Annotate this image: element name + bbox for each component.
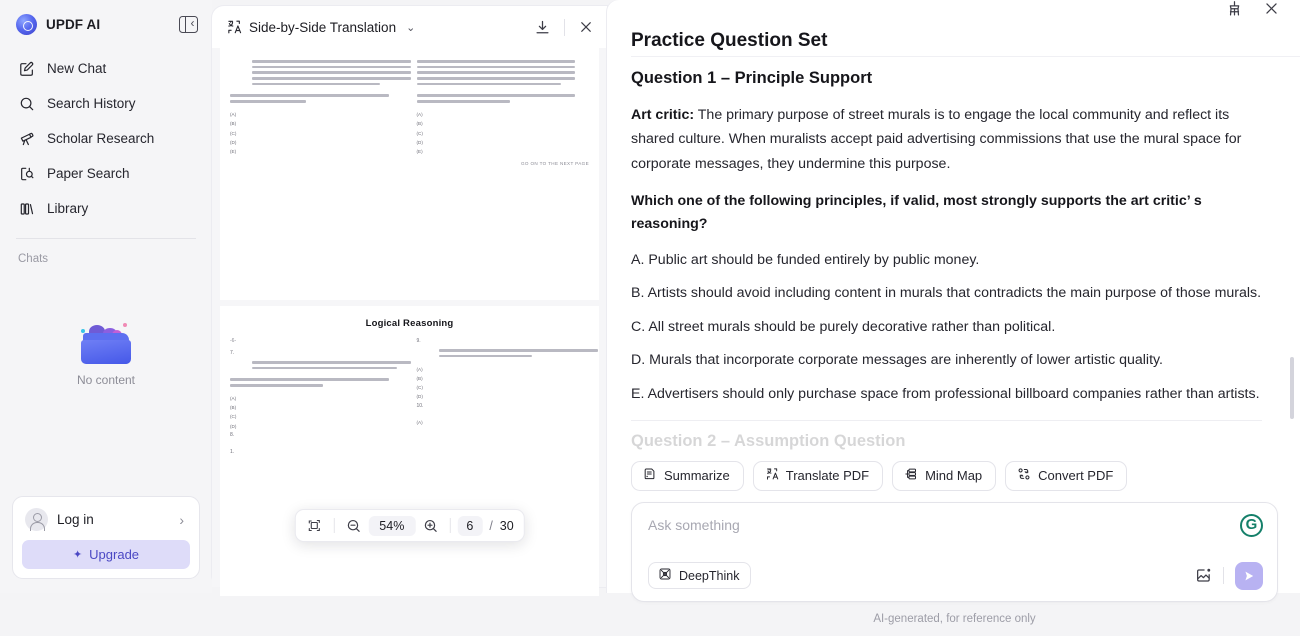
close-icon[interactable] xyxy=(578,19,594,35)
brand-title: UPDF AI xyxy=(46,17,101,32)
question-number: 1. xyxy=(230,449,235,456)
section-divider xyxy=(631,420,1262,421)
question-heading: Question 1 – Principle Support xyxy=(631,69,873,87)
summarize-label: Summarize xyxy=(664,468,730,484)
option-key: (E) xyxy=(230,148,237,154)
broom-clean-icon[interactable] xyxy=(1226,0,1243,17)
translate-icon xyxy=(765,467,779,484)
chevron-right-icon: › xyxy=(179,511,184,528)
question-number: 7. xyxy=(230,350,235,356)
deepthink-toggle[interactable] xyxy=(648,562,751,589)
ai-panel-header xyxy=(607,0,1300,17)
option-key: (A) xyxy=(230,112,237,118)
pdf-scroll-area[interactable] xyxy=(212,48,607,587)
page-title: Practice Question Set xyxy=(631,30,828,51)
sidebar-item-scholar-research[interactable] xyxy=(10,121,202,156)
ai-disclaimer: AI-generated, for reference only xyxy=(873,612,1036,625)
option-key: (C) xyxy=(230,130,237,136)
pdf-page-footer: GO ON TO THE NEXT PAGE xyxy=(520,160,589,166)
option-key: (D) xyxy=(230,139,237,145)
pdf-mode-title: Side-by-Side Translation xyxy=(249,19,397,35)
chevron-down-icon: ⌄ xyxy=(406,21,416,34)
sidebar-item-new-chat[interactable] xyxy=(10,51,202,86)
pdf-column-left xyxy=(230,60,403,166)
sidebar-item-label: Paper Search xyxy=(47,166,130,181)
total-pages-label: 30 xyxy=(499,518,514,533)
translate-pdf-label: Translate PDF xyxy=(785,468,870,484)
zoom-in-icon[interactable] xyxy=(418,514,442,537)
send-button[interactable] xyxy=(1235,562,1263,590)
next-question-heading: Question 2 – Assumption Question xyxy=(631,431,906,450)
pdf-column-right: 9. (A) (B) (C) (D) 10. (A) xyxy=(417,338,590,460)
chat-composer xyxy=(631,502,1278,602)
question-stem xyxy=(631,103,1262,176)
toolbar-separator xyxy=(564,19,565,36)
translation-mode-dropdown[interactable] xyxy=(226,19,415,35)
zoom-level-value[interactable]: 54% xyxy=(368,516,415,536)
answer-option: B. Artists should avoid including content in murals that contradicts the main purpose of those murals. xyxy=(631,285,1262,302)
pdf-section-title: Logical Reasoning xyxy=(365,318,454,329)
answer-option: A. Public art should be funded entirely by public money. xyxy=(631,251,980,268)
upgrade-button[interactable] xyxy=(22,540,190,569)
translate-pdf-button[interactable] xyxy=(753,461,883,491)
answer-option: C. All street murals should be purely decorative rather than political. xyxy=(631,318,1056,335)
sidebar-item-label: Library xyxy=(47,201,89,216)
deepthink-label: DeepThink xyxy=(679,568,740,583)
question-number: 8. xyxy=(230,432,235,439)
sidebar-nav xyxy=(0,45,212,226)
stem-text: The primary purpose of street murals is to engage the local community and reflect its shared culture. When muralists accept paid advertising commissions that use the mural space for corporate messages, they undermine this purpose. xyxy=(631,107,1242,172)
mind-map-icon xyxy=(904,467,918,484)
page-separator: / xyxy=(489,518,493,533)
stem-speaker-label: Art critic: xyxy=(631,107,695,123)
download-icon[interactable] xyxy=(534,19,551,36)
close-icon[interactable] xyxy=(1263,0,1280,17)
account-card xyxy=(12,496,200,579)
grammarly-icon[interactable] xyxy=(1240,514,1263,537)
pencil-square-icon xyxy=(18,60,36,78)
sidebar-item-label: Scholar Research xyxy=(47,131,155,146)
ai-answer-body xyxy=(607,17,1300,451)
login-button[interactable] xyxy=(22,506,190,540)
sidebar xyxy=(0,0,212,593)
upgrade-label: Upgrade xyxy=(89,547,140,562)
pdf-column-right: (A) (B) (C) (D) (E) GO ON TO THE NEXT PAGE xyxy=(417,60,590,166)
summarize-button[interactable] xyxy=(631,461,744,491)
avatar xyxy=(25,508,48,531)
deepthink-atom-icon xyxy=(658,567,672,584)
translate-icon xyxy=(226,19,242,35)
fit-page-icon[interactable] xyxy=(302,514,326,537)
paper-search-icon xyxy=(18,165,36,183)
ask-input[interactable] xyxy=(648,516,1263,533)
sidebar-header xyxy=(0,0,212,45)
login-label: Log in xyxy=(57,512,94,527)
mind-map-label: Mind Map xyxy=(925,468,983,484)
summarize-icon xyxy=(643,467,657,484)
pdf-panel xyxy=(212,6,607,587)
composer-actions xyxy=(1195,562,1263,590)
convert-icon xyxy=(1017,467,1031,484)
quick-action-row xyxy=(607,451,1300,502)
sidebar-item-label: New Chat xyxy=(47,61,107,76)
ai-chat-panel xyxy=(607,0,1300,625)
pdf-page-columns xyxy=(230,338,589,460)
mind-map-button[interactable] xyxy=(892,461,996,491)
panel-collapse-icon[interactable] xyxy=(179,16,198,33)
pdf-column-left: -6- 7. (A) (B) (C) (D) 8. 1. xyxy=(230,338,403,460)
chats-section-label: Chats xyxy=(18,253,49,265)
empty-state-text: No content xyxy=(76,373,136,387)
image-attach-icon[interactable] xyxy=(1195,567,1212,584)
grammarly-glyph: G xyxy=(1245,516,1258,534)
pdf-toolbar xyxy=(212,6,607,48)
ask-input-row xyxy=(648,516,1263,553)
sidebar-item-search-history[interactable] xyxy=(10,86,202,121)
answer-option: E. Advertisers should only purchase space from professional billboard companies rather than artists. xyxy=(631,385,1260,402)
pdf-zoom-toolbar xyxy=(294,509,524,542)
composer-separator xyxy=(1223,567,1224,584)
sidebar-item-label: Search History xyxy=(47,96,136,111)
composer-wrapper xyxy=(607,502,1300,636)
question-number: 9. xyxy=(416,338,421,344)
empty-chats-state xyxy=(0,213,212,496)
question-prompt: Which one of the following principles, if valid, most strongly supports the art critic’ s reasoning? xyxy=(631,193,1202,232)
ai-panel-scrollbar[interactable] xyxy=(1290,357,1294,419)
convert-pdf-button[interactable] xyxy=(1005,461,1127,491)
search-icon xyxy=(18,95,36,113)
current-page-input[interactable]: 6 xyxy=(457,516,482,536)
pdf-page-columns xyxy=(230,60,589,166)
answer-option: D. Murals that incorporate corporate messages are inherently of lower artistic quality. xyxy=(631,352,1164,369)
sparkle-icon: ✦ xyxy=(72,549,83,561)
sidebar-item-paper-search[interactable] xyxy=(10,156,202,191)
pdf-toolbar-actions xyxy=(534,19,594,36)
zoom-out-icon[interactable] xyxy=(341,514,365,537)
pdf-page xyxy=(220,48,599,300)
option-key: (B) xyxy=(230,121,237,127)
telescope-icon xyxy=(18,130,36,148)
convert-pdf-label: Convert PDF xyxy=(1038,468,1114,484)
pdf-page-number: -6- xyxy=(230,338,237,344)
pdf-page xyxy=(220,306,599,596)
updf-logo-icon xyxy=(16,14,37,35)
composer-bottom-row xyxy=(648,562,1263,590)
empty-folder-icon xyxy=(79,322,133,364)
question-number: 10. xyxy=(416,402,424,409)
